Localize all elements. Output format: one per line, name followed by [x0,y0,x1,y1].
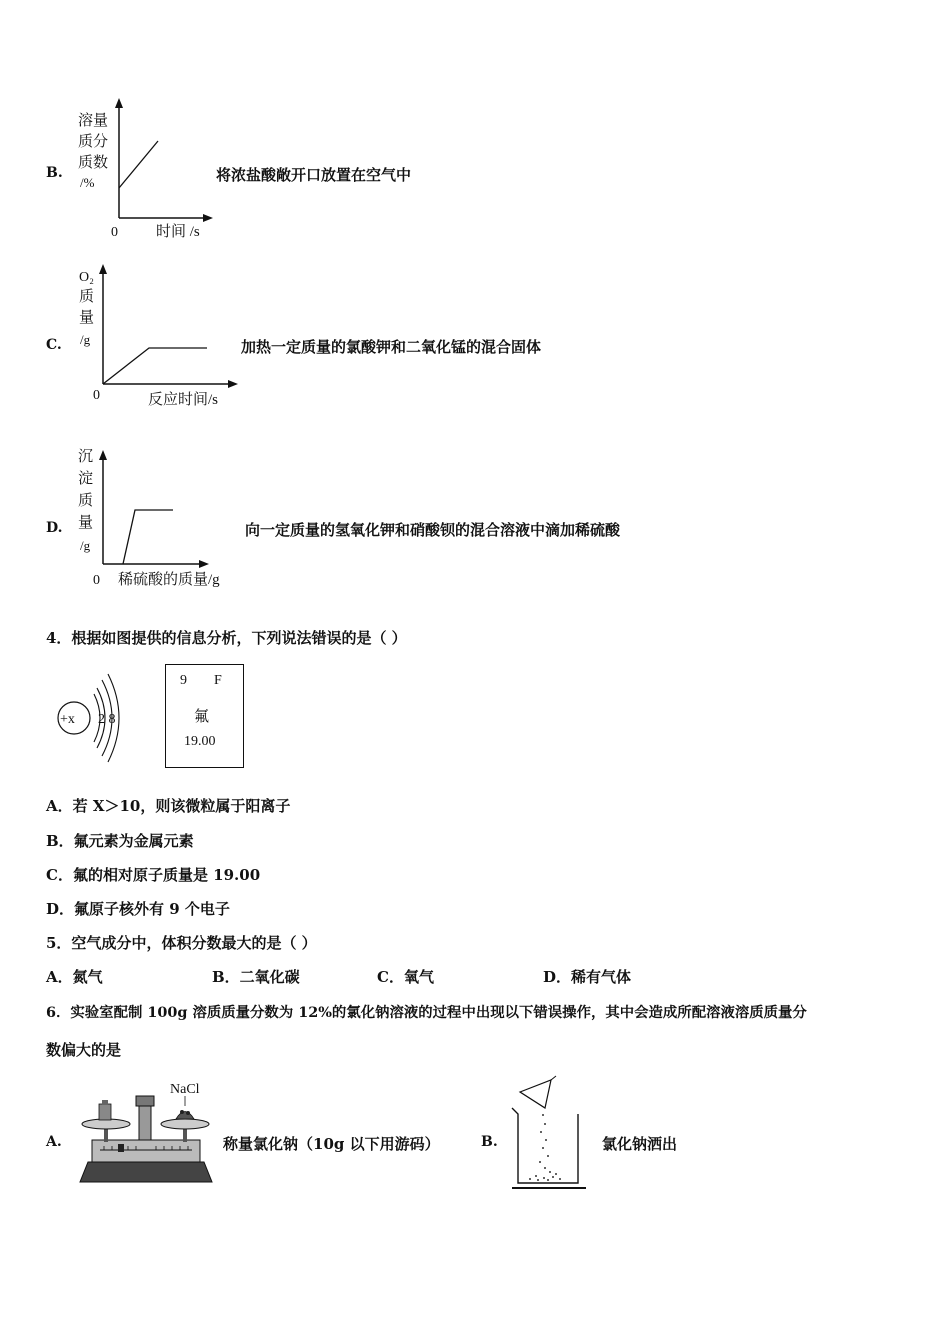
graph-c-ylabel-2: 质 [79,289,95,305]
q4-option-b: B．氟元素为金属元素 [46,832,194,850]
q4-option-d: D．氟原子核外有 9 个电子 [46,900,230,918]
graph-d-ylabel-3: 质 [78,493,94,509]
q6-stem-line2: 数偏大的是 [46,1041,122,1059]
q6-option-a-text: 称量氯化钠（10g 以下用游码） [223,1135,440,1153]
q5-option-a: A．氮气 [46,968,103,986]
option-c-label: C. [46,337,62,353]
atom-shell-electrons: 2 8 [98,712,116,727]
element-symbol: F [214,673,222,688]
graph-d-origin: 0 [93,573,100,588]
q5-option-d: D．稀有气体 [543,968,632,986]
q6-option-b-text: 氯化钠洒出 [602,1135,678,1153]
graph-c-ylabel-1: O₂ [79,270,94,285]
graph-b-xlabel: 时间 /s [156,224,200,240]
option-b-label: B. [46,165,63,181]
option-d-label: D. [46,520,63,536]
q4-option-c: C．氟的相对原子质量是 19.00 [46,866,261,884]
q5-stem: 5．空气成分中，体积分数最大的是（ ） [46,934,317,952]
q5-option-c: C．氧气 [377,968,434,986]
graph-c-xlabel: 反应时间/s [148,392,219,408]
graph-b-ylabel-4: /% [80,175,95,190]
graph-b-ylabel-2: 质分 [78,134,109,150]
graph-d-ylabel-5: /g [80,538,91,553]
graph-d-xlabel: 稀硫酸的质量/g [118,572,220,588]
element-atomic-mass: 19.00 [184,734,216,749]
q6-stem-line1: 6．实验室配制 100g 溶质质量分数为 12%的氯化钠溶液的过程中出现以下错误操作，其中会造成所配溶液溶质质量分 [46,1004,807,1021]
element-name: 氟 [194,707,210,725]
option-d-text: 向一定质量的氢氧化钾和硝酸钡的混合溶液中滴加稀硫酸 [245,521,621,539]
graph-b-ylabel-1: 溶量 [78,113,109,129]
graph-d-ylabel-2: 淀 [78,471,94,487]
graph-d-ylabel-4: 量 [78,515,94,531]
q6-option-b-label: B. [481,1134,498,1150]
graph-c-ylabel-3: 量 [79,310,95,326]
q4-stem: 4．根据如图提供的信息分析，下列说法错误的是（ ） [46,629,407,647]
q6-option-a-label: A. [46,1134,62,1150]
element-atomic-number: 9 [180,673,187,688]
q5-option-b: B．二氧化碳 [212,968,300,986]
option-b-text: 将浓盐酸敞开口放置在空气中 [216,166,412,184]
q4-option-a: A．若 X＞10，则该微粒属于阳离子 [46,797,291,815]
option-c-text: 加热一定质量的氯酸钾和二氧化锰的混合固体 [241,338,542,356]
graph-c-origin: 0 [93,388,100,403]
graph-b-origin: 0 [111,225,118,240]
graph-d-ylabel-1: 沉 [78,449,94,465]
atom-nucleus-text: +x [60,712,75,727]
balance-nacl-label: NaCl [170,1082,200,1097]
graph-b-ylabel-3: 质数 [78,155,109,171]
graph-c-ylabel-4: /g [80,332,91,347]
